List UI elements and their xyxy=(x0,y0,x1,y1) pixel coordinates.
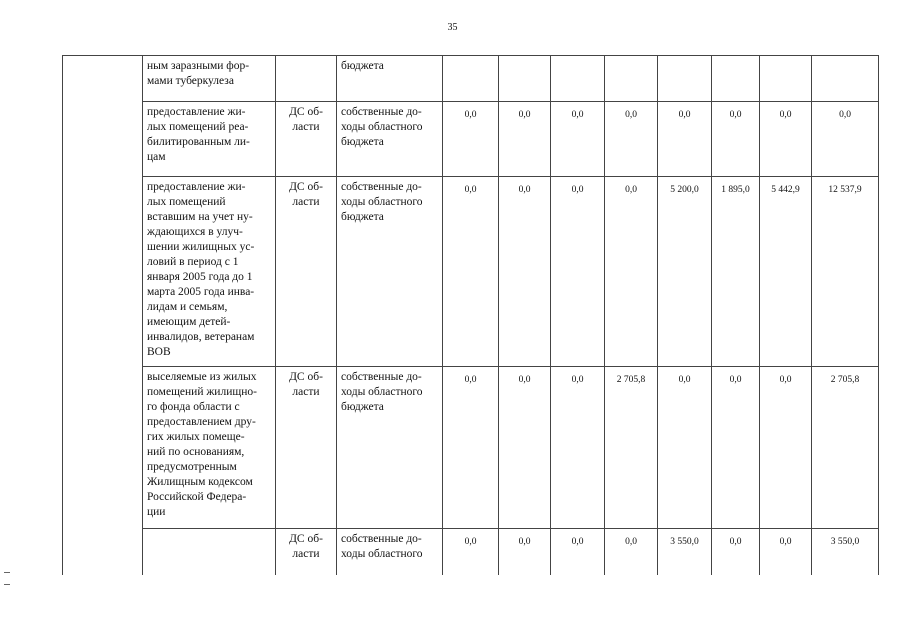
page-number: 35 xyxy=(447,22,458,33)
item-description-cell: ным заразными фор- мами туберкулеза xyxy=(143,56,276,102)
amount-cell: 0,0 xyxy=(605,177,658,367)
table-row xyxy=(63,102,879,177)
amount-cell: 0,0 xyxy=(551,177,605,367)
amount-cell: 0,0 xyxy=(499,177,551,367)
funding-source-cell: бюджета xyxy=(337,56,443,102)
margin-tick xyxy=(4,584,10,585)
amount-cell xyxy=(443,56,499,102)
amount-cell: 0,0 xyxy=(658,367,712,529)
funding-source-cell: собственные до- ходы областного бюджета xyxy=(337,177,443,367)
item-description-cell xyxy=(143,529,276,575)
amount-cell: 2 705,8 xyxy=(812,367,879,529)
table-row xyxy=(63,529,879,575)
amount-cell: 0,0 xyxy=(551,529,605,575)
responsible-cell xyxy=(276,56,337,102)
amount-cell: 0,0 xyxy=(443,367,499,529)
amount-cell: 0,0 xyxy=(760,102,812,177)
responsible-cell: ДС об- ласти xyxy=(276,529,337,575)
amount-cell: 0,0 xyxy=(712,529,760,575)
amount-cell: 0,0 xyxy=(499,529,551,575)
table-row xyxy=(63,367,879,529)
funding-source-cell: собственные до- ходы областного xyxy=(337,529,443,575)
item-description-cell: выселяемые из жилых помещений жилищно- го фонда области с предоставлением дру- гих жилых помеще- ний по основаниям, предусмотренным Жилищным кодексом Российской Федера- ции xyxy=(143,367,276,529)
funding-source-cell: собственные до- ходы областного бюджета xyxy=(337,102,443,177)
amount-cell: 2 705,8 xyxy=(605,367,658,529)
amount-cell: 0,0 xyxy=(812,102,879,177)
item-description-cell: предоставление жи- лых помещений реа- билитированным ли- цам xyxy=(143,102,276,177)
amount-cell: 0,0 xyxy=(499,367,551,529)
responsible-cell: ДС об- ласти xyxy=(276,102,337,177)
funding-source-cell: собственные до- ходы областного бюджета xyxy=(337,367,443,529)
amount-cell: 3 550,0 xyxy=(812,529,879,575)
amount-cell: 0,0 xyxy=(551,102,605,177)
amount-cell: 5 200,0 xyxy=(658,177,712,367)
amount-cell: 0,0 xyxy=(443,529,499,575)
table-row xyxy=(63,177,879,367)
table-row xyxy=(63,56,879,102)
amount-cell: 3 550,0 xyxy=(658,529,712,575)
amount-cell xyxy=(551,56,605,102)
responsible-cell: ДС об- ласти xyxy=(276,177,337,367)
amount-cell: 0,0 xyxy=(760,367,812,529)
amount-cell xyxy=(760,56,812,102)
amount-cell: 0,0 xyxy=(712,102,760,177)
amount-cell xyxy=(658,56,712,102)
amount-cell xyxy=(712,56,760,102)
item-description-cell: предоставление жи- лых помещений вставшим на учет ну- ждающихся в улуч- шении жилищных ус- ловий в период с 1 января 2005 года до 1 марта 2005 года инва- лидам и семьям, имеющим детей- инвалидов, ветеранам ВОВ xyxy=(143,177,276,367)
amount-cell xyxy=(812,56,879,102)
amount-cell xyxy=(499,56,551,102)
amount-cell: 0,0 xyxy=(658,102,712,177)
section-column-cell xyxy=(63,56,143,575)
amount-cell: 5 442,9 xyxy=(760,177,812,367)
amount-cell: 0,0 xyxy=(499,102,551,177)
amount-cell: 1 895,0 xyxy=(712,177,760,367)
amount-cell: 0,0 xyxy=(443,177,499,367)
responsible-cell: ДС об- ласти xyxy=(276,367,337,529)
amount-cell xyxy=(605,56,658,102)
amount-cell: 0,0 xyxy=(605,102,658,177)
amount-cell: 0,0 xyxy=(605,529,658,575)
amount-cell: 0,0 xyxy=(551,367,605,529)
table-body xyxy=(63,56,879,575)
budget-table xyxy=(62,55,879,575)
amount-cell: 0,0 xyxy=(760,529,812,575)
margin-tick xyxy=(4,572,10,573)
amount-cell: 0,0 xyxy=(443,102,499,177)
amount-cell: 0,0 xyxy=(712,367,760,529)
amount-cell: 12 537,9 xyxy=(812,177,879,367)
